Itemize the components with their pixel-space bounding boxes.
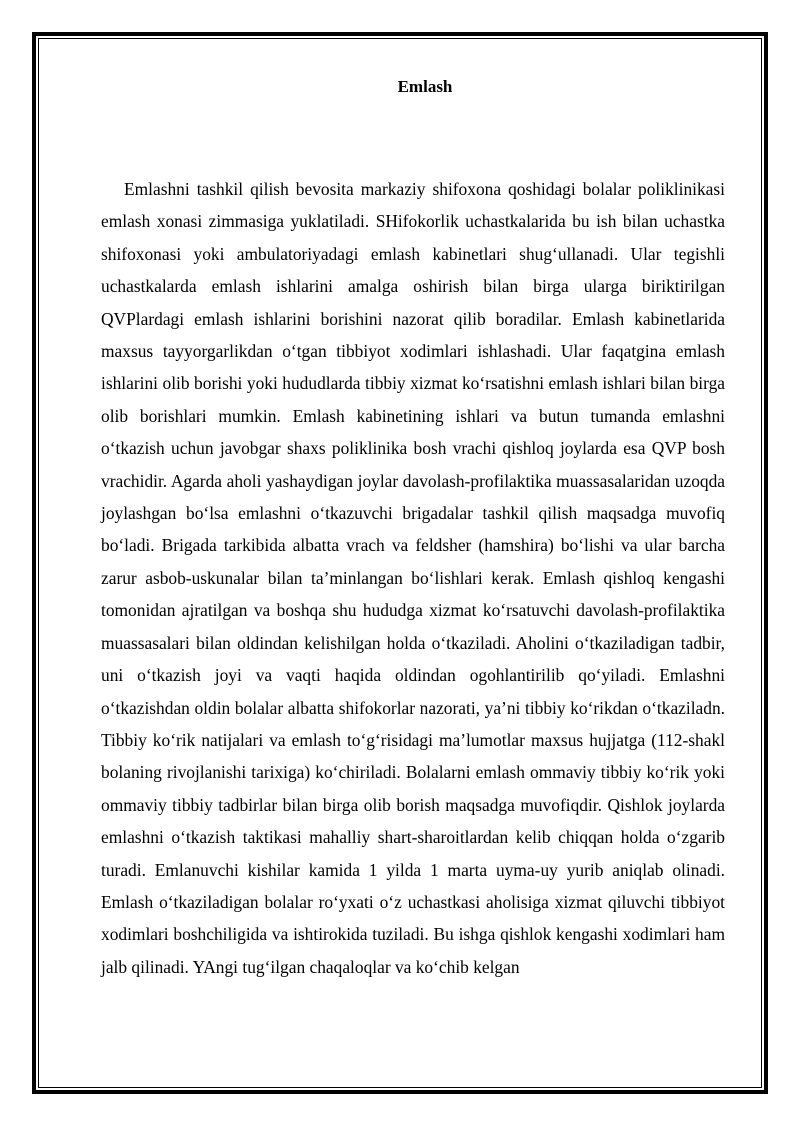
document-title: Emlash xyxy=(397,77,453,96)
body-paragraph: Emlashni tashkil qilish bevosita markaziy shifoxona qoshidagi bolalar poliklinikasi emlash xonasi zimmasiga yuklatiladi. SHifokorlik uchastkalarida bu ish bilan uchastka shifoxonasi yoki ambulatoriyadagi emlash kabinetlari shug‘ullanadi. Ular tegishli uchastkalarda emlash ishlarini amalga oshirish bilan birga ularga biriktirilgan QVPlardagi emlash ishlarini borishini nazorat qilib boradilar. Emlash kabinetlarida maxsus tayyorgarlikdan o‘tgan tibbiyot xodimlari ishlashadi. Ular faqatgina emlash ishlarini olib borishi yoki hududlarda tibbiy xizmat ko‘rsatishni emlash ishlari bilan birga olib borishlari mumkin. Emlash kabinetining ishlari va butun tumanda emlashni o‘tkazish uchun javobgar shaxs poliklinika bosh vrachi qishloq joylarda esa QVP bosh vrachidir. Agarda aholi yashaydigan joylar davolash-profilaktika muassasalaridan uzoqda joylashgan bo‘lsa emlashni o‘tkazuvchi brigadalar tashkil qilish maqsadga muvofiq bo‘ladi. Brigada tarkibida albatta vrach va feldsher (hamshira) bo‘lishi va ular barcha zarur asbob-uskunalar bilan ta’minlangan bo‘lishlari kerak. Emlash qishloq kengashi tomonidan ajratilgan va boshqa shu hududga xizmat ko‘rsatuvchi davolash-profilaktika muassasalari bilan oldindan kelishilgan holda o‘tkaziladi. Aholini o‘tkaziladigan tadbir, uni o‘tkazish joyi va vaqti haqida oldindan ogohlantirilib qo‘yiladi. Emlashni o‘tkazishdan oldin bolalar albatta shifokorlar nazorati, ya’ni tibbiy ko‘rikdan o‘tkaziladn. Tibbiy ko‘rik natijalari va emlash to‘g‘risidagi ma’lumotlar maxsus hujjatga (112-shakl bolaning rivojlanishi tarixiga) ko‘chiriladi. Bolalarni emlash ommaviy tibbiy ko‘rik yoki ommaviy tibbiy tadbirlar bilan birga olib borish maqsadga muvofiqdir. Qishlok joylarda emlashni o‘tkazish taktikasi mahalliy shart-sharoitlardan kelib chiqqan holda o‘zgarib turadi. Emlanuvchi kishilar kamida 1 yilda 1 marta uyma-uy yurib aniqlab olinadi. Emlash o‘tkaziladigan bolalar ro‘yxati o‘z uchastkasi aholisiga xizmat qiluvchi tibbiyot xodimlari boshchiligida va ishtirokida tuziladi. Bu ishga qishlok kengashi xodimlari ham jalb qilinadi. YAngi tug‘ilgan chaqaloqlar va ko‘chib kelgan xyxy=(101,179,725,977)
